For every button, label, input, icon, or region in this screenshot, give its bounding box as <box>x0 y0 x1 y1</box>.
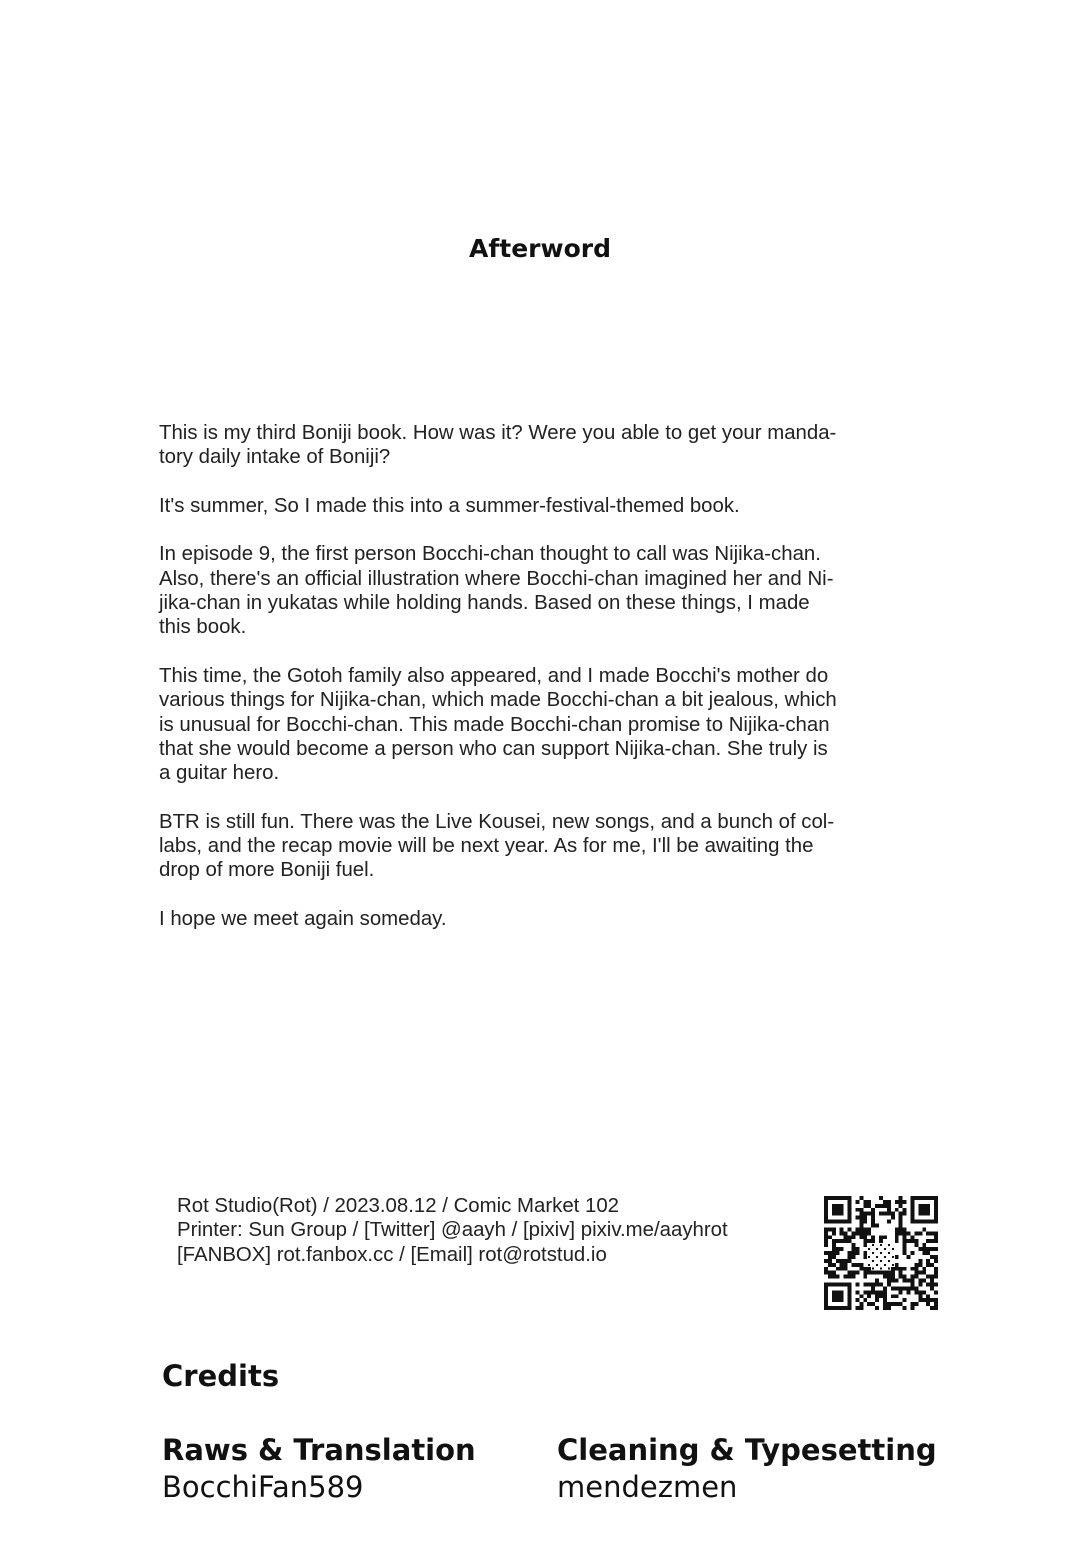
afterword-paragraph <box>159 907 929 931</box>
credit-entry <box>162 1432 476 1506</box>
text-line: tory daily intake of Boniji? <box>159 446 391 469</box>
text-line: Also, there's an official illustration where Bocchi-chan imagined her and Ni- <box>159 567 834 590</box>
qr-code-icon <box>824 1196 938 1310</box>
text-line: that she would become a person who can support Nijika-chan. She truly is <box>159 737 828 760</box>
text-line: jika-chan in yukatas while holding hands. Based on these things, I made <box>159 592 810 615</box>
credit-name: BocchiFan589 <box>162 1470 364 1504</box>
text-line: This time, the Gotoh family also appeared, and I made Bocchi's mother do <box>159 664 829 687</box>
credit-name: mendezmen <box>557 1470 738 1504</box>
credit-entry <box>557 1432 937 1506</box>
info-line: Printer: Sun Group / [Twitter] @aayh / [pixiv] pixiv.me/aayhrot <box>177 1219 728 1242</box>
afterword-paragraph <box>159 421 929 470</box>
info-line: [FANBOX] rot.fanbox.cc / [Email] rot@rotstud.io <box>177 1243 607 1266</box>
afterword-title: Afterword <box>469 234 611 263</box>
text-line: labs, and the recap movie will be next year. As for me, I'll be awaiting the <box>159 835 814 858</box>
text-line: This is my third Boniji book. How was it? Were you able to get your manda- <box>159 422 837 444</box>
text-line: this book. <box>159 616 247 639</box>
text-line: I hope we meet again someday. <box>159 907 447 930</box>
text-line: drop of more Boniji fuel. <box>159 859 375 882</box>
afterword-paragraph <box>159 542 929 639</box>
publication-info <box>177 1194 728 1267</box>
text-line: various things for Nijika-chan, which made Bocchi-chan a bit jealous, which <box>159 689 837 712</box>
text-line: In episode 9, the first person Bocchi-chan thought to call was Nijika-chan. <box>159 543 821 566</box>
text-line: BTR is still fun. There was the Live Kousei, new songs, and a bunch of col- <box>159 810 835 833</box>
credit-role: Cleaning & Typesetting <box>557 1433 937 1467</box>
afterword-paragraph <box>159 664 929 785</box>
text-line: a guitar hero. <box>159 762 280 785</box>
text-line: It's summer, So I made this into a summer-festival-themed book. <box>159 494 740 517</box>
afterword-paragraph <box>159 810 929 883</box>
afterword-paragraph <box>159 494 929 518</box>
text-line: is unusual for Bocchi-chan. This made Bocchi-chan promise to Nijika-chan <box>159 713 830 736</box>
afterword-body <box>159 421 929 956</box>
info-line: Rot Studio(Rot) / 2023.08.12 / Comic Market 102 <box>177 1195 620 1217</box>
credit-role: Raws & Translation <box>162 1433 476 1467</box>
credits-heading: Credits <box>162 1359 280 1393</box>
